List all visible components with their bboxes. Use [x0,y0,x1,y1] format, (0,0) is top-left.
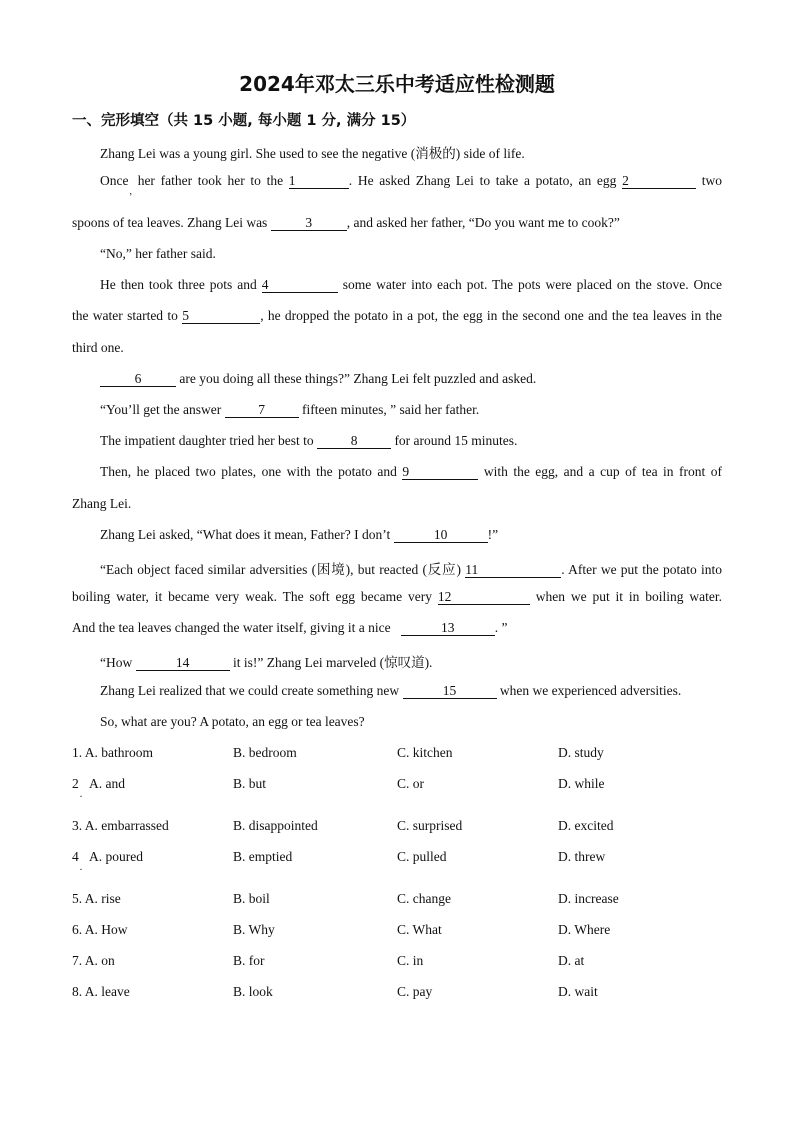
passage-line: He then took three pots and 4 some water into each pot. The pots were placed on the stove. Once [100,277,723,292]
passage-line: And the tea leaves changed the water itself, giving it a nice 13 . ” [72,620,508,635]
blank-8[interactable]: 8 [317,434,391,449]
question-3-option-a[interactable]: 3. A. embarrassed [72,818,169,833]
question-4-option-c[interactable]: C. pulled [397,849,447,864]
question-6-option-a[interactable]: 6. A. How [72,922,128,937]
question-7-option-d[interactable]: D. at [558,953,585,968]
question-3-option-b[interactable]: B. disappointed [233,818,318,833]
question-2-option-b[interactable]: B. but [233,776,267,791]
passage-line: “No,” her father said. [100,246,216,261]
question-3-option-d[interactable]: D. excited [558,818,614,833]
question-1-option-a[interactable]: 1. A. bathroom [72,745,153,760]
page-title: 2024年邓太三乐中考适应性检测题 [239,72,555,96]
passage-line: third one. [72,340,124,355]
question-7-option-c[interactable]: C. in [397,953,424,968]
passage-line: Zhang Lei realized that we could create something new 15 when we experienced adversities. [100,683,682,698]
passage-line: 6 are you doing all these things?” Zhang Lei felt puzzled and asked. [100,371,536,387]
question-2-option-d[interactable]: D. while [558,776,605,791]
blank-6[interactable]: 6 [100,372,176,387]
question-2-number: $2_.$ [72,776,83,800]
blank-7[interactable]: 7 [225,403,299,418]
question-8-option-b[interactable]: B. look [233,984,273,999]
passage-line: spoons of tea leaves. Zhang Lei was 3 , and asked her father, “Do you want me to cook?” [72,215,620,230]
passage-line: The impatient daughter tried her best to 8 for around 15 minutes. [100,433,518,448]
passage-line: “You’ll get the answer 7 fifteen minutes, ” said her father. [100,402,480,417]
question-5-option-b[interactable]: B. boil [233,891,270,906]
question-8-option-c[interactable]: C. pay [397,984,433,999]
blank-10[interactable]: 10 [394,528,488,543]
section-heading: 一、完形填空（共 15 小题, 每小题 1 分, 满分 15） [72,113,416,129]
blank-11[interactable]: 11 [465,563,561,578]
question-5-option-c[interactable]: C. change [397,891,451,906]
passage-line: the water started to 5 , he dropped the potato in a pot, the egg in the second one and the tea leaves in the [72,308,723,323]
question-8-option-a[interactable]: 8. A. leave [72,984,130,999]
question-1-option-c[interactable]: C. kitchen [397,745,453,760]
passage-line: Zhang Lei was a young girl. She used to see the negative (消极的) side of life. [100,146,525,161]
blank-2[interactable]: 2 [622,174,696,189]
question-5-option-d[interactable]: D. increase [558,891,619,906]
question-4-number: $4_.$ [72,849,83,873]
question-4-option-b[interactable]: B. emptied [233,849,293,864]
question-7-option-a[interactable]: 7. A. on [72,953,115,968]
question-1-option-d[interactable]: D. study [558,745,604,760]
passage-line: Zhang Lei. [72,496,132,511]
question-6-option-c[interactable]: C. What [397,922,442,937]
blank-1[interactable]: 1 [289,174,349,189]
question-2-option-c[interactable]: C. or [397,776,424,791]
blank-3[interactable]: 3 [271,216,347,231]
question-5-option-a[interactable]: 5. A. rise [72,891,121,906]
blank-15[interactable]: 15 [403,684,497,699]
blank-14[interactable]: 14 [136,656,230,671]
passage-line: “Each object faced similar adversities (困境), but reacted (反应) 11 . After we put the potato into [100,562,722,577]
question-7-option-b[interactable]: B. for [233,953,265,968]
passage-line: So, what are you? A potato, an egg or tea leaves? [100,714,365,729]
passage-line: Once$_,$ her father took her to the 1 . He asked Zhang Lei to take a potato, an egg 2 two [100,173,723,197]
passage-line: Then, he placed two plates, one with the potato and 9 with the egg, and a cup of tea in front of [100,464,723,479]
question-8-option-d[interactable]: D. wait [558,984,598,999]
blank-5[interactable]: 5 [182,309,260,324]
blank-4[interactable]: 4 [262,278,338,293]
blank-13[interactable]: 13 [401,621,495,636]
question-2-option-a[interactable]: A. and [89,776,125,791]
passage-line: boiling water, it became very weak. The soft egg became very 12 when we put it in boiling water. [72,589,723,604]
question-1-option-b[interactable]: B. bedroom [233,745,297,760]
question-6-option-b[interactable]: B. Why [233,922,275,937]
question-4-option-d[interactable]: D. threw [558,849,606,864]
question-3-option-c[interactable]: C. surprised [397,818,463,833]
blank-12[interactable]: 12 [438,590,530,605]
question-4-option-a[interactable]: A. poured [89,849,143,864]
passage-line: “How 14 it is!” Zhang Lei marveled (惊叹道). [100,655,433,670]
question-6-option-d[interactable]: D. Where [558,922,611,937]
blank-9[interactable]: 9 [402,465,478,480]
passage-line: Zhang Lei asked, “What does it mean, Father? I don’t 10 !” [100,527,499,542]
